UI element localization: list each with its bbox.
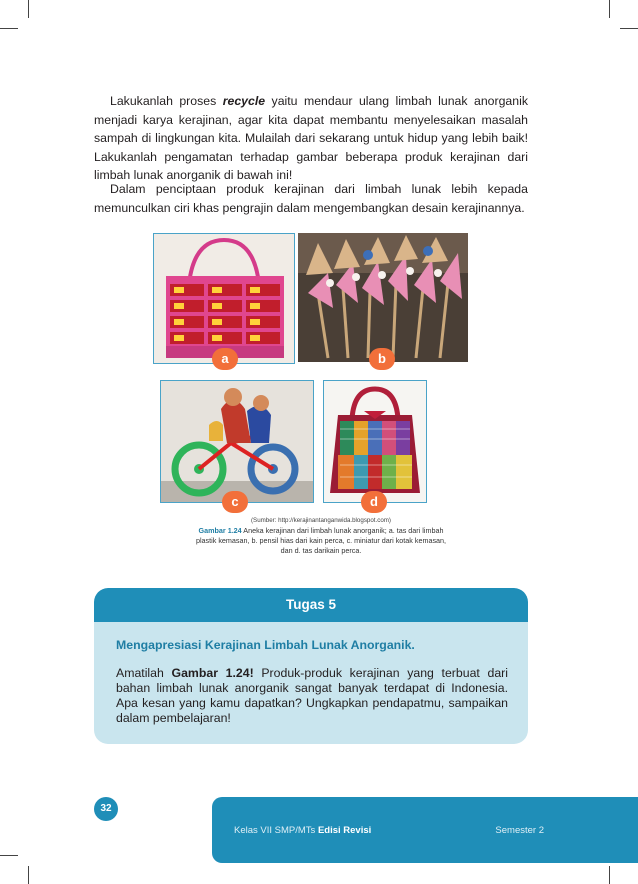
task-box xyxy=(94,588,528,744)
page-number: 32 xyxy=(94,797,118,821)
caption-label: Gambar 1.24 xyxy=(198,526,242,535)
crop-mark xyxy=(28,0,29,18)
crop-mark xyxy=(609,0,610,18)
caption-text-line xyxy=(190,526,452,556)
intro-text-start: Lakukanlah proses xyxy=(110,94,223,108)
crop-mark xyxy=(0,28,18,29)
crop-mark xyxy=(609,866,610,884)
second-paragraph-text: Dalam penciptaan produk kerajinan dari limbah lunak lebih kepada memunculkan ciri khas pengrajin dalam mengembangkan desain kerajinannya. xyxy=(94,182,528,215)
photo-patchwork-bag xyxy=(323,380,427,503)
image-source: (Sumber: http://kerajinantanganwida.blogspot.com) xyxy=(251,517,391,524)
crop-mark xyxy=(28,866,29,884)
footer-bar xyxy=(212,797,638,863)
footer-class-info xyxy=(234,825,371,836)
task-header: Tugas 5 xyxy=(94,588,528,622)
crop-mark xyxy=(620,28,638,29)
label-badge-b: b xyxy=(369,348,395,370)
intro-text-rest: yaitu mendaur ulang limbah lunak anorganik menjadi karya kerajinan, agar kita dapat membantu menyelesaikan masalah sampah di lingkungan kita. Mulailah dari sekarang untuk hidup yang lebih baik! Lakukanlah pengamatan terhadap gambar beberapa produk kerajinan dari limbah lunak anorganik di bawah ini! xyxy=(94,94,528,183)
recycle-emphasis: recycle xyxy=(222,94,266,108)
crop-mark xyxy=(0,855,18,856)
intro-paragraph xyxy=(94,92,528,185)
task-body-start: Amatilah xyxy=(116,666,172,680)
photo-plastic-bag xyxy=(153,233,295,364)
second-paragraph xyxy=(94,180,528,217)
label-badge-a: a xyxy=(212,348,238,370)
footer-class-text: Kelas VII SMP/MTs xyxy=(234,825,318,836)
task-body-rest: Produk-produk kerajinan yang terbuat dari bahan limbah lunak anorganik sangat banyak terdapat di Indonesia. Apa kesan yang kamu dapatkan? Ungkapkan pendapatmu, sampaikan dalam pembelajaran! xyxy=(116,666,508,725)
task-figure-reference: Gambar 1.24! xyxy=(171,666,254,680)
task-title: Mengapresiasi Kerajinan Limbah Lunak Anorganik. xyxy=(116,638,415,652)
label-badge-c: c xyxy=(222,491,248,513)
task-body xyxy=(116,666,508,726)
footer-edition: Edisi Revisi xyxy=(317,825,372,836)
footer-semester: Semester 2 xyxy=(495,825,544,836)
figure-caption xyxy=(190,516,452,556)
caption-text: Aneka kerajinan dari limbah lunak anorganik; a. tas dari limbah plastik kemasan, b. pensil hias dari kain perca, c. miniatur dari kotak kemasan, dan d. tas darikain perca. xyxy=(195,526,447,555)
photo-miniature-bicycle xyxy=(160,380,314,503)
photo-decorative-pencils xyxy=(298,233,468,362)
label-badge-d: d xyxy=(361,491,387,513)
